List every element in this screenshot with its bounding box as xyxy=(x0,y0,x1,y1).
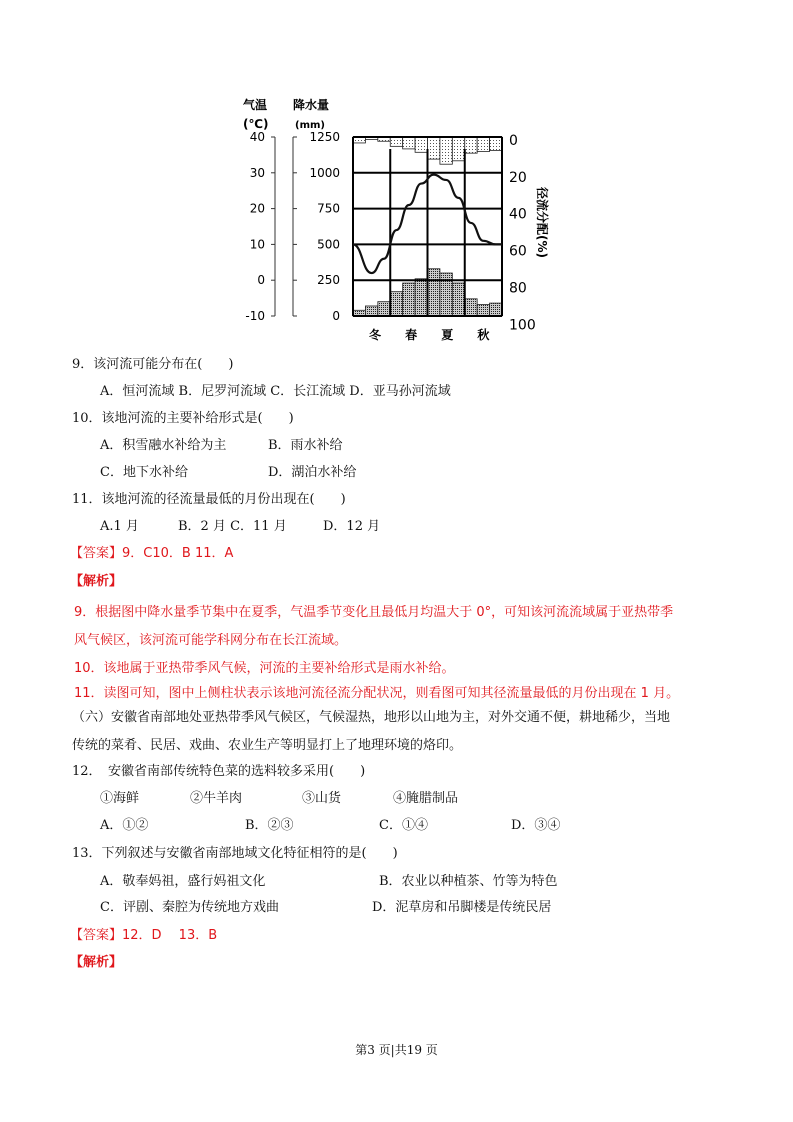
season-label: 秋 xyxy=(477,328,490,342)
q12-item-3: ③山货 xyxy=(302,791,342,806)
temp-tick-label: 20 xyxy=(249,201,265,216)
precipitation-bar xyxy=(415,279,427,316)
runoff-bar xyxy=(415,137,427,152)
runoff-tick-label: 20 xyxy=(509,169,527,186)
runoff-bar xyxy=(428,137,440,159)
analysis-1-line-2: 风气候区，该河流可能学科网分布在长江流域。 xyxy=(74,633,348,648)
q13-option-a: A．敬奉妈祖，盛行妈祖文化 xyxy=(100,874,266,889)
precipitation-bar xyxy=(452,283,464,316)
q10-option-a: A．积雪融水补给为主 xyxy=(100,438,227,453)
analysis-1-line-1: 9．根据图中降水量季节集中在夏季，气温季节变化且最低月均温大于 0°，可知该河流流域属于亚热带季 xyxy=(74,605,674,620)
analysis-label-2: 【解析】 xyxy=(70,955,123,970)
q12-option-c: C．①④ xyxy=(379,818,428,833)
q13-option-d: D．泥草房和吊脚楼是传统民居 xyxy=(372,900,552,915)
runoff-tick-label: 0 xyxy=(509,133,518,149)
season-label: 春 xyxy=(405,328,418,342)
precip-tick-label: 750 xyxy=(317,201,340,216)
answer-1: 【答案】9．C10．B 11．A xyxy=(70,546,234,561)
season-label: 冬 xyxy=(368,328,382,342)
passage-6-line-1: （六）安徽省南部地处亚热带季风气候区，气候湿热，地形以山地为主，对外交通不便，耕地稀少，当地 xyxy=(72,710,671,725)
temp-tick-label: 40 xyxy=(249,130,265,144)
temp-tick-label: -10 xyxy=(245,309,265,323)
runoff-bar xyxy=(465,137,477,153)
q10-stem: 10．该地河流的主要补给形式是( ) xyxy=(72,411,294,426)
precip-axis-unit: (mm) xyxy=(295,120,325,131)
runoff-tick-label: 40 xyxy=(509,206,527,223)
runoff-bar xyxy=(403,137,415,149)
precip-axis-title: 降水量 xyxy=(293,98,330,112)
q12-option-d: D．③④ xyxy=(511,818,561,833)
q10-option-d: D．湖泊水补给 xyxy=(268,465,357,480)
temp-tick-label: 30 xyxy=(249,165,265,180)
q13-option-b: B．农业以种植茶、竹等为特色 xyxy=(379,874,558,889)
precip-tick-label: 0 xyxy=(332,309,340,323)
precip-tick-label: 500 xyxy=(317,237,340,252)
q12-item-1: ①海鲜 xyxy=(100,791,140,806)
temp-axis-unit: (℃) xyxy=(243,117,269,131)
precipitation-bar xyxy=(465,299,477,316)
precip-tick-label: 1250 xyxy=(309,130,340,144)
analysis-1-line-4: 11．读图可知，图中上侧柱状表示该地河流径流分配状况，则看图可知其径流量最低的月份出现在 1 月。 xyxy=(74,686,680,701)
precip-tick-label: 1000 xyxy=(309,165,340,180)
q11-option-bc: B．2 月 C．11 月 xyxy=(178,519,287,534)
runoff-tick-label: 80 xyxy=(509,280,527,297)
runoff-bar xyxy=(477,137,489,151)
runoff-bar xyxy=(440,137,452,164)
precip-tick-label: 250 xyxy=(317,273,340,288)
q10-option-c: C．地下水补给 xyxy=(100,465,188,480)
q11-option-d: D．12 月 xyxy=(323,519,381,534)
q12-option-a: A．①② xyxy=(100,818,149,833)
q12-option-b: B．②③ xyxy=(245,818,294,833)
temp-axis-title: 气温 xyxy=(243,98,268,112)
q10-option-b: B．雨水补给 xyxy=(268,438,343,453)
precipitation-bar xyxy=(428,269,440,316)
q11-option-a: A.1 月 xyxy=(100,519,139,534)
season-label: 夏 xyxy=(441,328,454,342)
q12-item-2: ②牛羊肉 xyxy=(190,791,243,806)
precipitation-bar xyxy=(490,303,502,316)
q13-stem: 13．下列叙述与安徽省南部地域文化特征相符的是( ) xyxy=(72,846,398,861)
runoff-bar xyxy=(490,137,502,151)
q12-stem: 12． 安徽省南部传统特色菜的选料较多采用( ) xyxy=(72,764,366,779)
analysis-label-1: 【解析】 xyxy=(70,574,123,589)
temp-tick-label: 0 xyxy=(257,273,265,288)
runoff-tick-label: 100 xyxy=(509,317,536,334)
precipitation-bar xyxy=(365,306,377,316)
runoff-bar xyxy=(390,137,402,146)
page-footer: 第3 页|共19 页 xyxy=(355,1043,438,1057)
runoff-axis-title: 径流分配(%) xyxy=(535,187,549,258)
q13-option-c: C．评剧、秦腔为传统地方戏曲 xyxy=(100,900,279,915)
passage-6-line-2: 传统的菜肴、民居、戏曲、农业生产等明显打上了地理环境的烙印。 xyxy=(72,738,463,753)
climate-runoff-chart xyxy=(235,95,549,350)
runoff-bar xyxy=(452,137,464,161)
answer-2: 【答案】12．D 13．B xyxy=(70,928,218,943)
precipitation-bar xyxy=(378,302,390,316)
precipitation-bar xyxy=(403,283,415,316)
runoff-tick-label: 60 xyxy=(509,243,527,260)
q11-stem: 11．该地河流的径流量最低的月份出现在( ) xyxy=(72,492,346,507)
analysis-1-line-3: 10．该地属于亚热带季风气候，河流的主要补给形式是雨水补给。 xyxy=(74,661,455,676)
q9-stem: 9．该河流可能分布在( ) xyxy=(72,357,234,372)
q9-options: A．恒河流域 B．尼罗河流域 C．长江流域 D．亚马孙河流域 xyxy=(100,384,451,399)
precipitation-bar xyxy=(390,292,402,316)
temp-tick-label: 10 xyxy=(249,237,265,252)
precipitation-bar xyxy=(477,305,489,316)
q12-item-4: ④腌腊制品 xyxy=(393,791,459,806)
